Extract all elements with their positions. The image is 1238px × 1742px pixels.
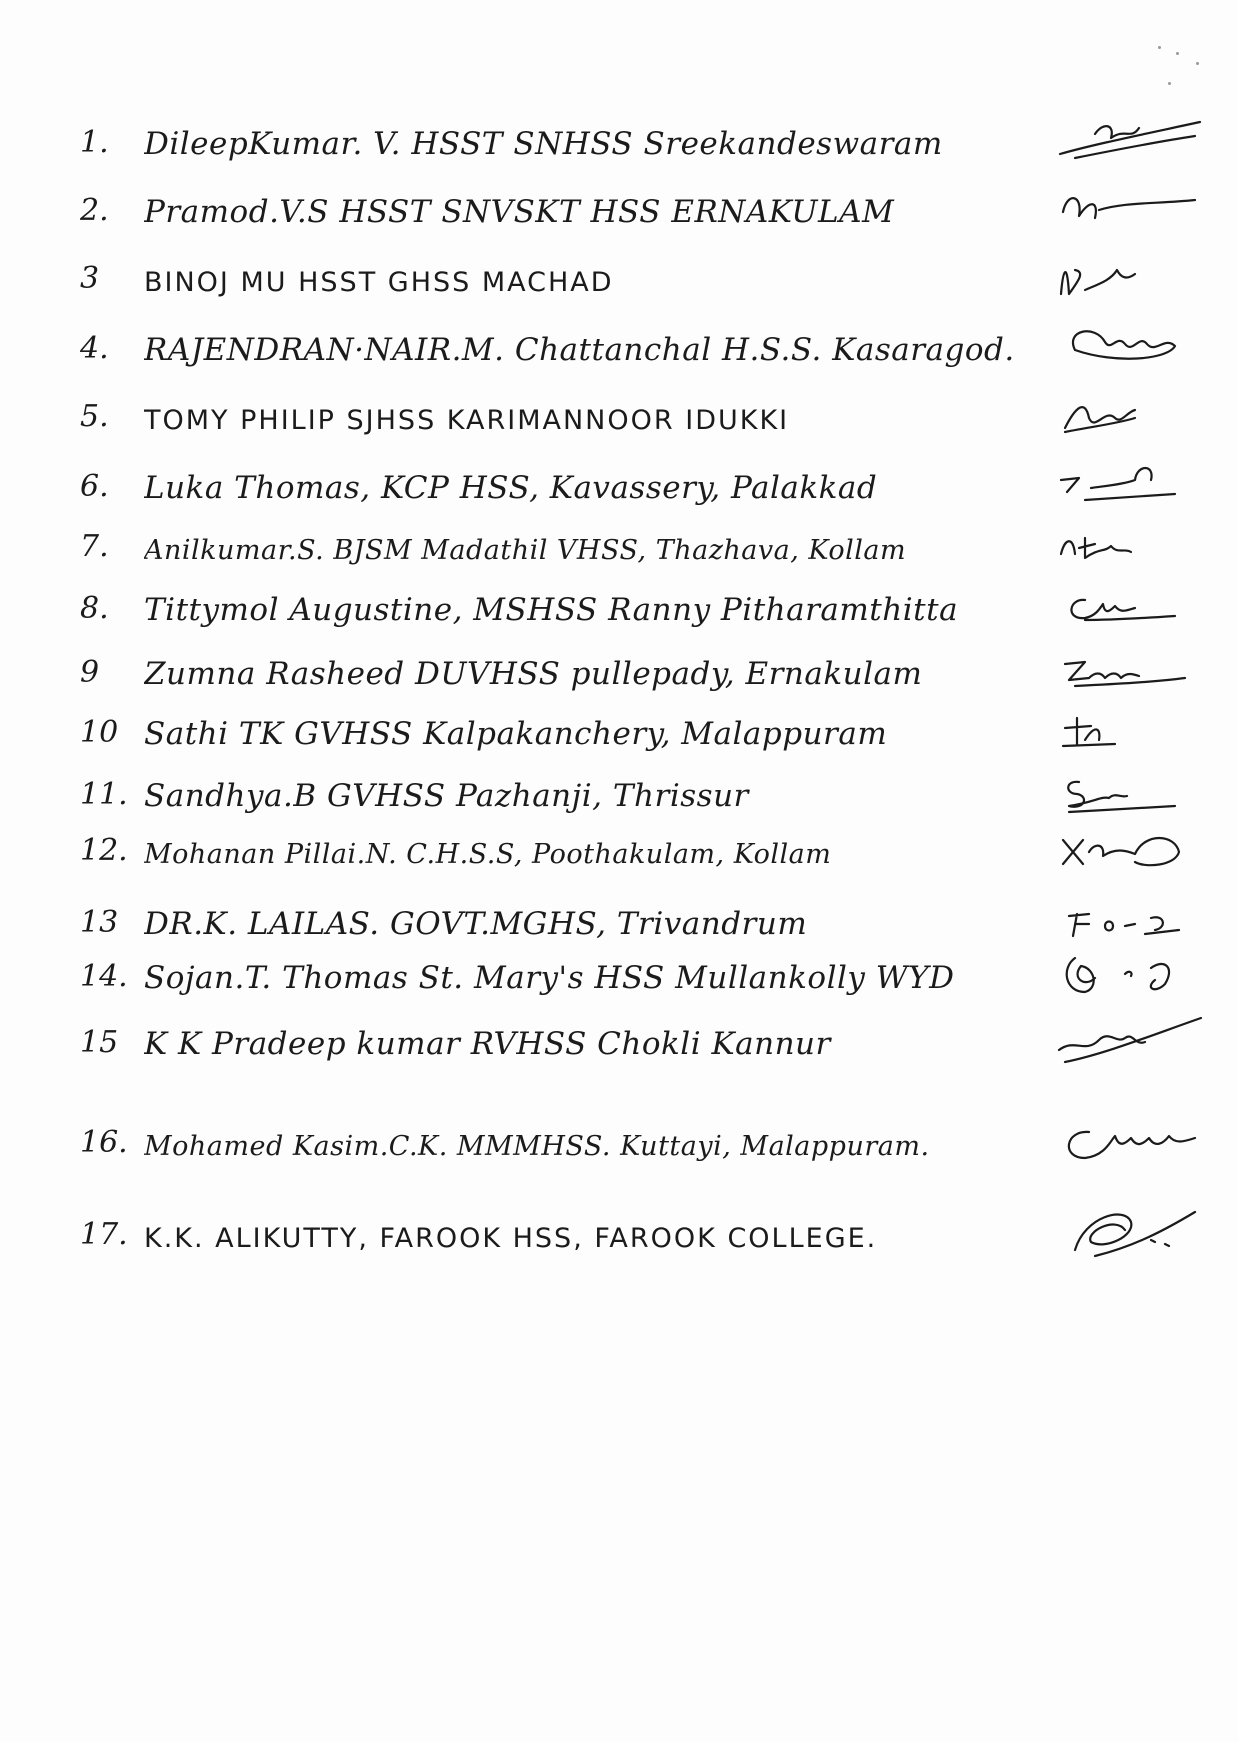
list-item <box>80 384 1160 440</box>
list-item <box>80 1202 1160 1258</box>
entry-text: Mohanan Pillai.N. C.H.S.S, Poothakulam, Kollam <box>144 839 832 870</box>
signature <box>1055 1014 1205 1066</box>
signature <box>1055 320 1205 372</box>
entry-text: RAJENDRAN·NAIR.M. Chattanchal H.S.S. Kasaragod. <box>144 332 1015 368</box>
list-item <box>80 1010 1160 1066</box>
list-item <box>80 514 1160 570</box>
signature <box>1055 704 1205 756</box>
signature <box>1055 518 1205 570</box>
entry-number: 3 <box>80 261 100 296</box>
list-item <box>80 890 1160 946</box>
list-item <box>80 110 1160 166</box>
entry-text: DR.K. LAILAS. GOVT.MGHS, Trivandrum <box>144 906 808 942</box>
entry-text: TOMY PHILIP SJHSS KARIMANNOOR IDUKKI <box>144 405 790 436</box>
list-item <box>80 944 1160 1000</box>
entry-number: 15 <box>80 1025 119 1060</box>
signature <box>1055 580 1205 632</box>
signature <box>1055 1114 1205 1166</box>
signature <box>1055 766 1205 818</box>
entry-number: 12. <box>80 833 128 868</box>
entry-number: 17. <box>80 1217 128 1252</box>
entry-text: Pramod.V.S HSST SNVSKT HSS ERNAKULAM <box>144 194 895 230</box>
entry-text: Sathi TK GVHSS Kalpakanchery, Malappuram <box>144 716 888 752</box>
list-item <box>80 640 1160 696</box>
list-item <box>80 818 1160 874</box>
entry-number: 1. <box>80 125 109 160</box>
list-item <box>80 178 1160 234</box>
entry-number: 7. <box>80 529 109 564</box>
list-item <box>80 1110 1160 1166</box>
signature <box>1055 458 1205 510</box>
signature <box>1055 1206 1205 1258</box>
entry-text: Luka Thomas, KCP HSS, Kavassery, Palakkad <box>144 470 878 506</box>
entry-text: Tittymol Augustine, MSHSS Ranny Pitharamthitta <box>144 592 959 628</box>
entry-text: Anilkumar.S. BJSM Madathil VHSS, Thazhava, Kollam <box>144 535 907 566</box>
paper-speck <box>1158 46 1161 49</box>
entry-number: 9 <box>80 655 100 690</box>
entry-number: 13 <box>80 905 119 940</box>
signature <box>1055 388 1205 440</box>
entry-text: K.K. ALIKUTTY, FAROOK HSS, FAROOK COLLEGE. <box>144 1223 878 1254</box>
list-item <box>80 700 1160 756</box>
entry-number: 10 <box>80 715 119 750</box>
signature <box>1055 114 1205 166</box>
list-item <box>80 576 1160 632</box>
entry-text: Sojan.T. Thomas St. Mary's HSS Mullankolly WYD <box>144 960 955 996</box>
entry-text: BINOJ MU HSST GHSS MACHAD <box>144 267 614 298</box>
list-item <box>80 246 1160 302</box>
entry-text: Sandhya.B GVHSS Pazhanji, Thrissur <box>144 778 749 814</box>
signature <box>1055 894 1205 946</box>
paper-speck <box>1176 52 1179 55</box>
entry-number: 2. <box>80 193 109 228</box>
paper-speck <box>1196 62 1199 65</box>
signature <box>1055 948 1205 1000</box>
entry-text: Zumna Rasheed DUVHSS pullepady, Ernakulam <box>144 656 923 692</box>
entry-text: K K Pradeep kumar RVHSS Chokli Kannur <box>144 1026 831 1062</box>
entry-number: 8. <box>80 591 109 626</box>
entry-number: 4. <box>80 331 109 366</box>
entry-number: 6. <box>80 469 109 504</box>
paper-speck <box>1168 82 1171 85</box>
entry-number: 16. <box>80 1125 128 1160</box>
entry-text: Mohamed Kasim.C.K. MMMHSS. Kuttayi, Malappuram. <box>144 1131 930 1162</box>
entry-number: 5. <box>80 399 109 434</box>
list-item <box>80 316 1160 372</box>
signature <box>1055 822 1205 874</box>
entry-text: DileepKumar. V. HSST SNHSS Sreekandeswaram <box>144 126 943 162</box>
signature <box>1055 250 1205 302</box>
list-item <box>80 454 1160 510</box>
entry-number: 11. <box>80 777 128 812</box>
entry-number: 14. <box>80 959 128 994</box>
signature <box>1055 644 1205 696</box>
list-item <box>80 762 1160 818</box>
signature <box>1055 182 1205 234</box>
